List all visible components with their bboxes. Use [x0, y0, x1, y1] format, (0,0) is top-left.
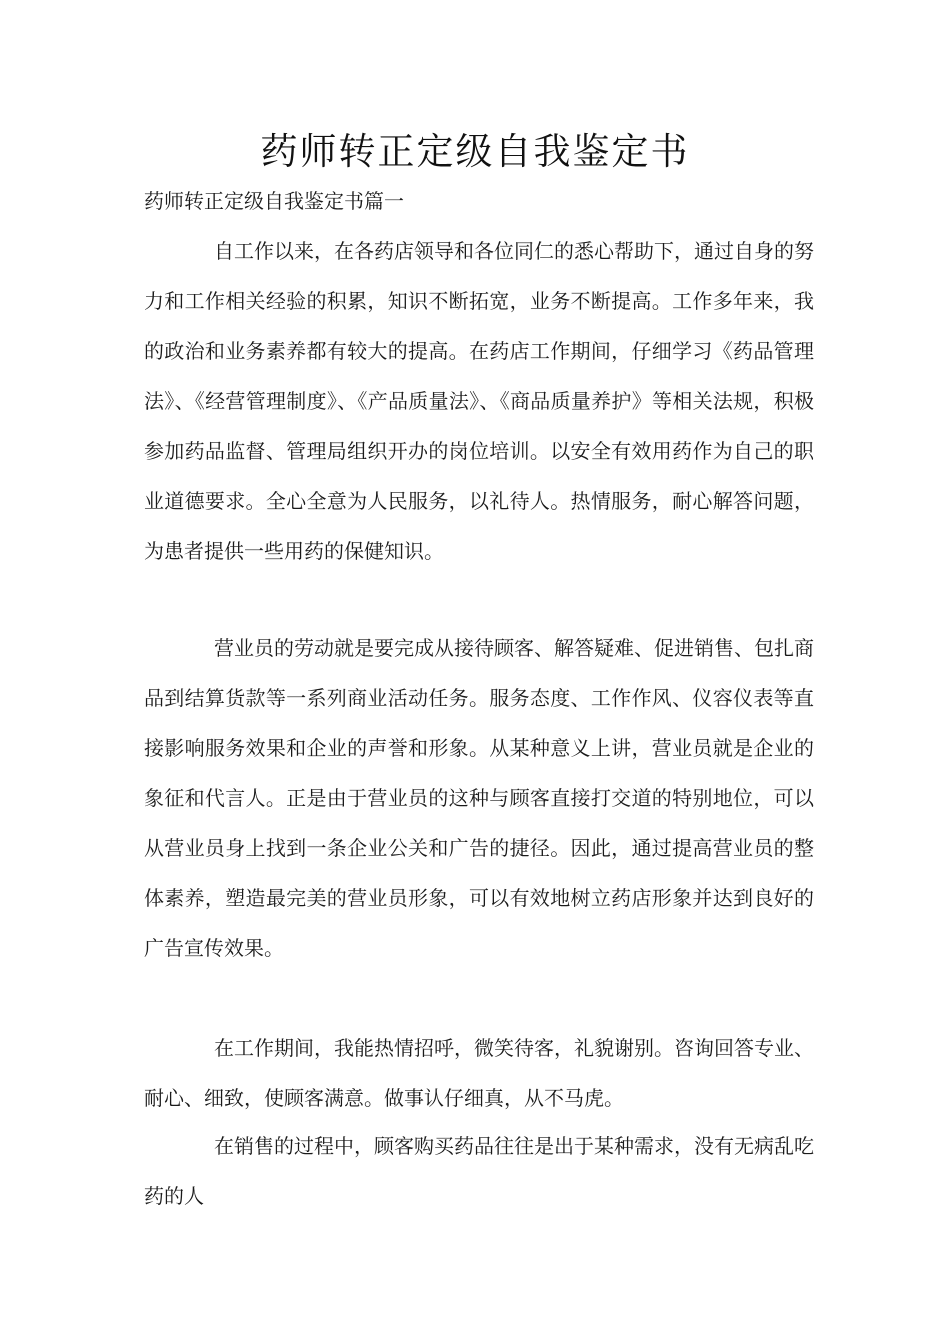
paragraph-1: 自工作以来，在各药店领导和各位同仁的悉心帮助下，通过自身的努力和工作相关经验的积累，知识不断拓宽，业务不断提高。工作多年来，我的政治和业务素养都有较大的提高。在药店工作期间，仔细学习《药品管理法》、《经营管理制度》、《产品质量法》、《商品质量养护》等相关法规，积极参加药品监督、管理局组织开办的岗位培训。以安全有效用药作为自己的职业道德要求。全心全意为人民服务，以礼待人。热情服务，耐心解答问题，为患者提供一些用药的保健知识。: [144, 239, 814, 563]
paragraph-4: 在销售的过程中，顾客购买药品往往是出于某种需求，没有无病乱吃药的人: [144, 1134, 814, 1208]
paragraph-2: 营业员的劳动就是要完成从接待顾客、解答疑难、促进销售、包扎商品到结算货款等一系列商业活动任务。服务态度、工作作风、仪容仪表等直接影响服务效果和企业的声誉和形象。从某种意义上讲，营业员就是企业的象征和代言人。正是由于营业员的这种与顾客直接打交道的特别地位，可以从营业员身上找到一条企业公关和广告的捷径。因此，通过提高营业员的整体素养，塑造最完美的营业员形象，可以有效地树立药店形象并达到良好的广告宣传效果。: [144, 636, 814, 960]
document-subtitle: 药师转正定级自我鉴定书篇一: [144, 189, 404, 213]
paragraph-3: 在工作期间，我能热情招呼，微笑待客，礼貌谢别。咨询回答专业、耐心、细致，使顾客满意。做事认仔细真，从不马虎。: [144, 1036, 814, 1110]
document-title: 药师转正定级自我鉴定书: [260, 130, 690, 173]
